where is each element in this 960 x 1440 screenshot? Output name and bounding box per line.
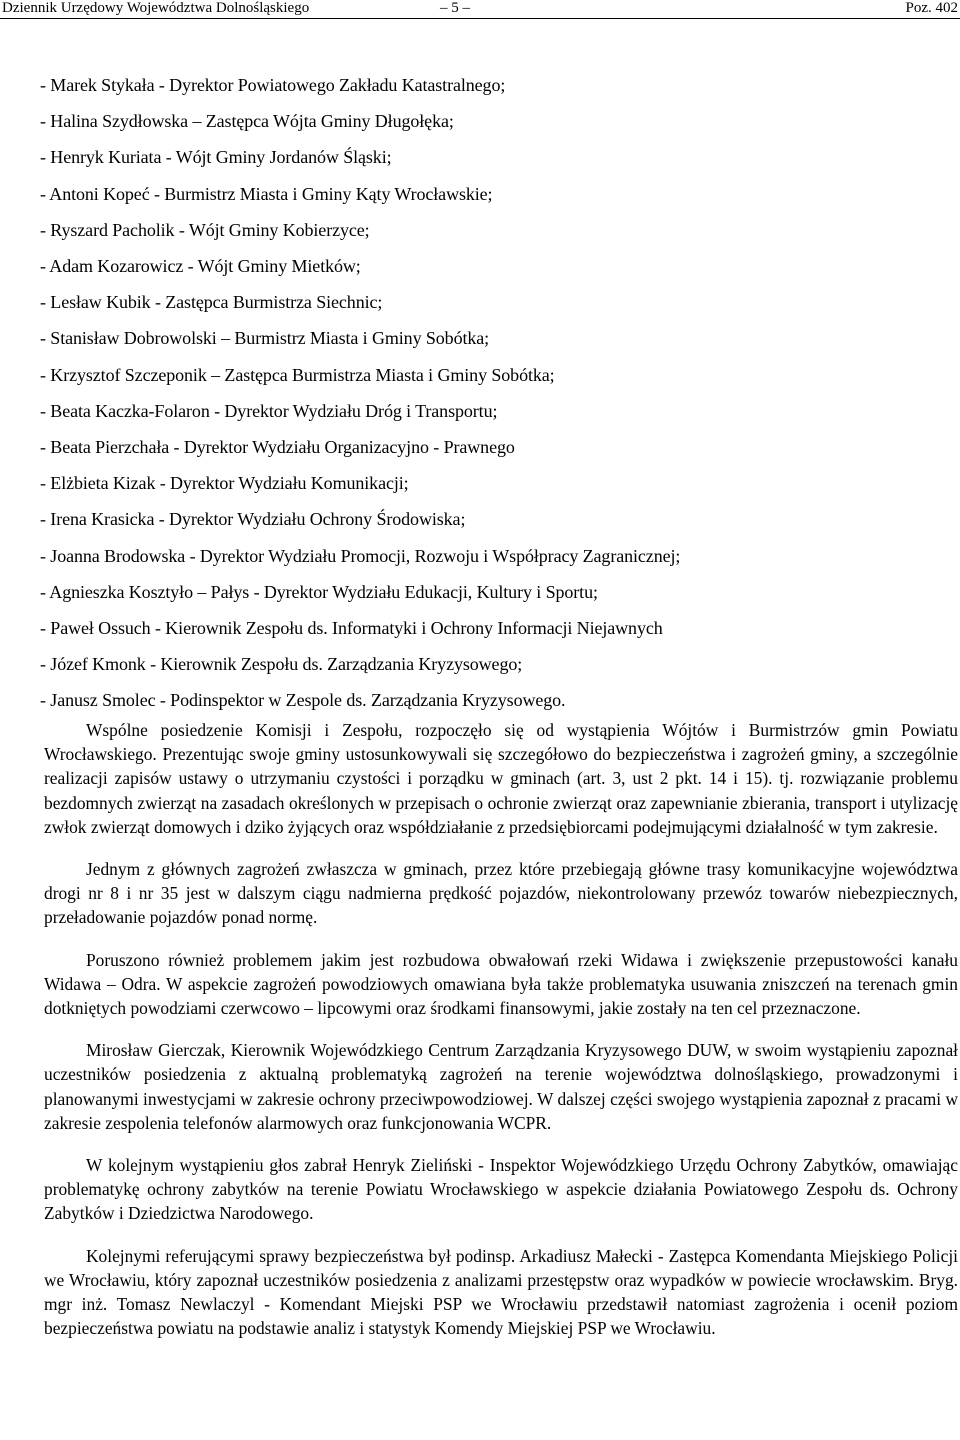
position-number: Poz. 402	[905, 0, 958, 16]
page-header	[0, 0, 960, 19]
list-item: - Ryszard Pacholik - Wójt Gminy Kobierzyce;	[40, 219, 370, 240]
page-number: – 5 –	[440, 0, 470, 16]
list-item: - Irena Krasicka - Dyrektor Wydziału Ochrony Środowiska;	[40, 509, 466, 530]
paragraph: Mirosław Gierczak, Kierownik Wojewódzkiego Centrum Zarządzania Kryzysowego DUW, w swoim wystąpieniu zapoznał uczestników posiedzenia z aktualną problematyką zagrożeń na terenie województwa dolnośląskiego, prowadzonymi i planowanymi inwestycjami w zakresie ochrony przeciwpowodziowej. W dalszej części swojego wystąpienia zapoznał z pracami w zakresie zespolenia telefonów alarmowych oraz funkcjonowania WCPR.	[44, 1040, 958, 1133]
paragraph: Wspólne posiedzenie Komisji i Zespołu, rozpoczęło się od wystąpienia Wójtów i Burmistrzów gmin Powiatu Wrocławskiego. Prezentując swoje gminy ustosunkowywali się szczegółowo do bezpieczeństwa i zagrożeń gminy, a szczególnie realizacji zapisów ustawy o utrzymaniu czystości i porządku w gminach (art. 3, ust 2 pkt. 14 i 15). tj. rozwiązanie problemu bezdomnych zwierząt na zasadach określonych w przepisach o ochronie zwierząt oraz zapewnianie zbierania, transport i utylizację zwłok zwierząt domowych i dziko żyjących oraz współdziałanie z przedsiębiorcami podejmującymi działalność w tym zakresie.	[44, 720, 958, 837]
journal-title: Dziennik Urzędowy Województwa Dolnośląskiego	[2, 0, 310, 16]
list-item: - Krzysztof Szczeponik – Zastępca Burmistrza Miasta i Gminy Sobótka;	[40, 364, 555, 385]
list-item: - Antoni Kopeć - Burmistrz Miasta i Gminy Kąty Wrocławskie;	[40, 183, 493, 204]
list-item: - Janusz Smolec - Podinspektor w Zespole ds. Zarządzania Kryzysowego.	[40, 690, 566, 711]
paragraph: Kolejnymi referującymi sprawy bezpieczeństwa był podinsp. Arkadiusz Małecki - Zastępca Komendanta Miejskiego Policji we Wrocławiu, który zapoznał uczestników posiedzenia z analizami przestępstw oraz wypadków w powiecie wrocławskim. Bryg. mgr inż. Tomasz Newlaczyl - Komendant Miejski PSP we Wrocławiu przedstawił natomiast zagrożenia i ocenił poziom bezpieczeństwa powiatu na podstawie analiz i statystyk Komendy Miejskiej PSP we Wrocławiu.	[44, 1245, 958, 1339]
list-item: - Marek Stykała - Dyrektor Powiatowego Zakładu Katastralnego;	[40, 75, 506, 95]
attendee-list	[40, 67, 940, 719]
list-item: - Józef Kmonk - Kierownik Zespołu ds. Zarządzania Kryzysowego;	[40, 654, 523, 675]
list-item: - Henryk Kuriata - Wójt Gminy Jordanów Śląski;	[40, 147, 392, 168]
paragraph: Poruszono również problemem jakim jest rozbudowa obwałowań rzeki Widawa i zwiększenie przepustowości kanału Widawa – Odra. W aspekcie zagrożeń powodziowych omawiana była także problematyka usuwania zniszczeń na terenach gmin dotkniętych powodziami czerwcowo – lipcowymi oraz środkami finansowymi, jakie zostały na ten cel przeznaczone.	[44, 949, 958, 1019]
list-item: - Beata Kaczka-Folaron - Dyrektor Wydziału Dróg i Transportu;	[40, 400, 498, 421]
list-item: - Agnieszka Kosztyło – Pałys - Dyrektor Wydziału Edukacji, Kultury i Sportu;	[40, 581, 598, 602]
body-text	[44, 718, 958, 1358]
list-item: - Lesław Kubik - Zastępca Burmistrza Siechnic;	[40, 292, 383, 313]
list-item: - Adam Kozarowicz - Wójt Gminy Mietków;	[40, 256, 361, 277]
list-item: - Beata Pierzchała - Dyrektor Wydziału Organizacyjno - Prawnego	[40, 437, 515, 458]
list-item: - Stanisław Dobrowolski – Burmistrz Miasta i Gminy Sobótka;	[40, 328, 490, 349]
list-item: - Joanna Brodowska - Dyrektor Wydziału Promocji, Rozwoju i Współpracy Zagranicznej;	[40, 545, 681, 566]
list-item: - Elżbieta Kizak - Dyrektor Wydziału Komunikacji;	[40, 473, 409, 494]
list-item: - Paweł Ossuch - Kierownik Zespołu ds. Informatyki i Ochrony Informacji Niejawnych	[40, 618, 663, 639]
paragraph: W kolejnym wystąpieniu głos zabrał Henryk Zieliński - Inspektor Wojewódzkiego Urzędu Ochrony Zabytków, omawiając problematykę ochrony zabytków na terenie Powiatu Wrocławskiego w aspekcie działania Powiatowego Zespołu ds. Ochrony Zabytków i Dziedzictwa Narodowego.	[44, 1155, 958, 1224]
paragraph: Jednym z głównych zagrożeń zwłaszcza w gminach, przez które przebiegają główne trasy komunikacyjne województwa drogi nr 8 i nr 35 jest w dalszym ciągu nadmierna prędkość pojazdów, niekontrolowany przewóz towarów niebezpiecznych, przeładowanie pojazdów ponad normę.	[44, 859, 958, 928]
list-item: - Halina Szydłowska – Zastępca Wójta Gminy Długołęka;	[40, 111, 454, 132]
